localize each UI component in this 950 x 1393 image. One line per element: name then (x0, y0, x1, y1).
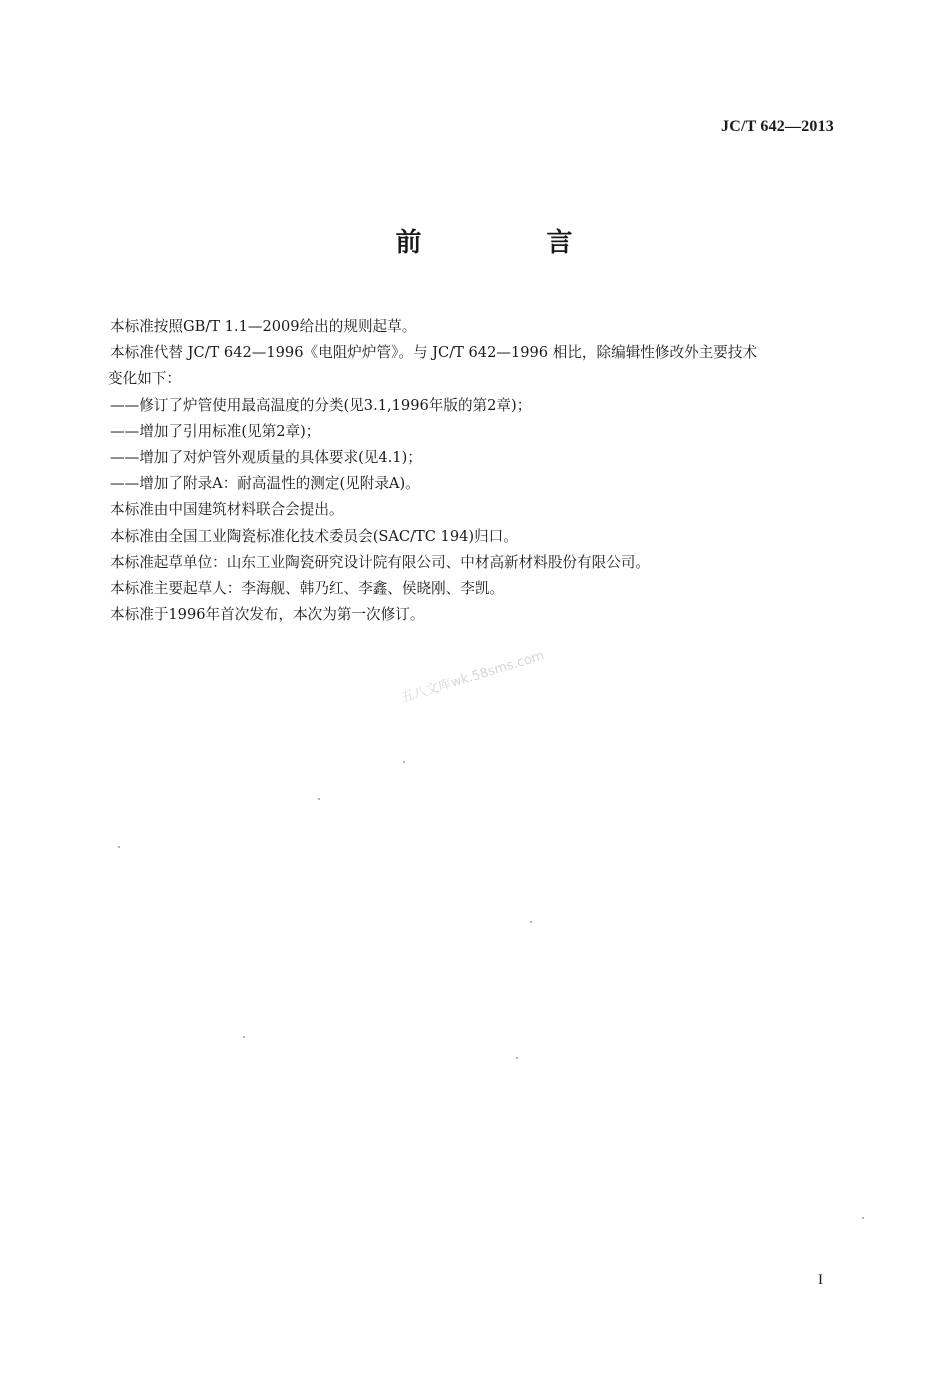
scan-speck (862, 1217, 864, 1219)
page-title: 前 言 (395, 228, 631, 258)
paragraph-replacement-line2: 变化如下： (108, 370, 181, 388)
paragraph-proposer: 本标准由中国建筑材料联合会提出。 (110, 501, 344, 519)
paragraph-drafting-units: 本标准起草单位：山东工业陶瓷研究设计院有限公司、中材高新材料股份有限公司。 (110, 553, 650, 571)
scan-speck (243, 1036, 245, 1038)
standard-code: JC/T 642—2013 (721, 118, 834, 135)
scan-speck (530, 921, 532, 923)
watermark: 五八文库wk.58sms.com (399, 648, 546, 707)
paragraph-drafting-rule: 本标准按照GB/T 1.1—2009给出的规则起草。 (110, 318, 417, 335)
paragraph-drafters: 本标准主要起草人：李海舰、韩乃红、李鑫、侯晓刚、李凯。 (110, 580, 505, 598)
scan-speck (318, 798, 320, 800)
change-item: ——增加了引用标准(见第2章)； (110, 422, 321, 440)
change-item: ——增加了附录A：耐高温性的测定(见附录A)。 (110, 475, 420, 493)
foreword-body (110, 314, 836, 628)
paragraph-replacement (110, 340, 836, 392)
change-item: ——增加了对炉管外观质量的具体要求(见4.1)； (110, 449, 422, 467)
paragraph-history: 本标准于1996年首次发布，本次为第一次修订。 (110, 606, 425, 624)
scan-speck (118, 846, 120, 848)
paragraph-replacement-line1: 本标准代替 JC/T 642—1996《电阻炉炉管》。与 JC/T 642—1996 相比，除编辑性修改外主要技术 (110, 344, 758, 362)
page-number: I (818, 1272, 823, 1288)
scan-speck (403, 761, 405, 763)
paragraph-committee: 本标准由全国工业陶瓷标准化技术委员会(SAC/TC 194)归口。 (110, 527, 518, 545)
change-item: ——修订了炉管使用最高温度的分类(见3.1,1996年版的第2章)； (110, 396, 532, 414)
scan-speck (516, 1057, 518, 1059)
